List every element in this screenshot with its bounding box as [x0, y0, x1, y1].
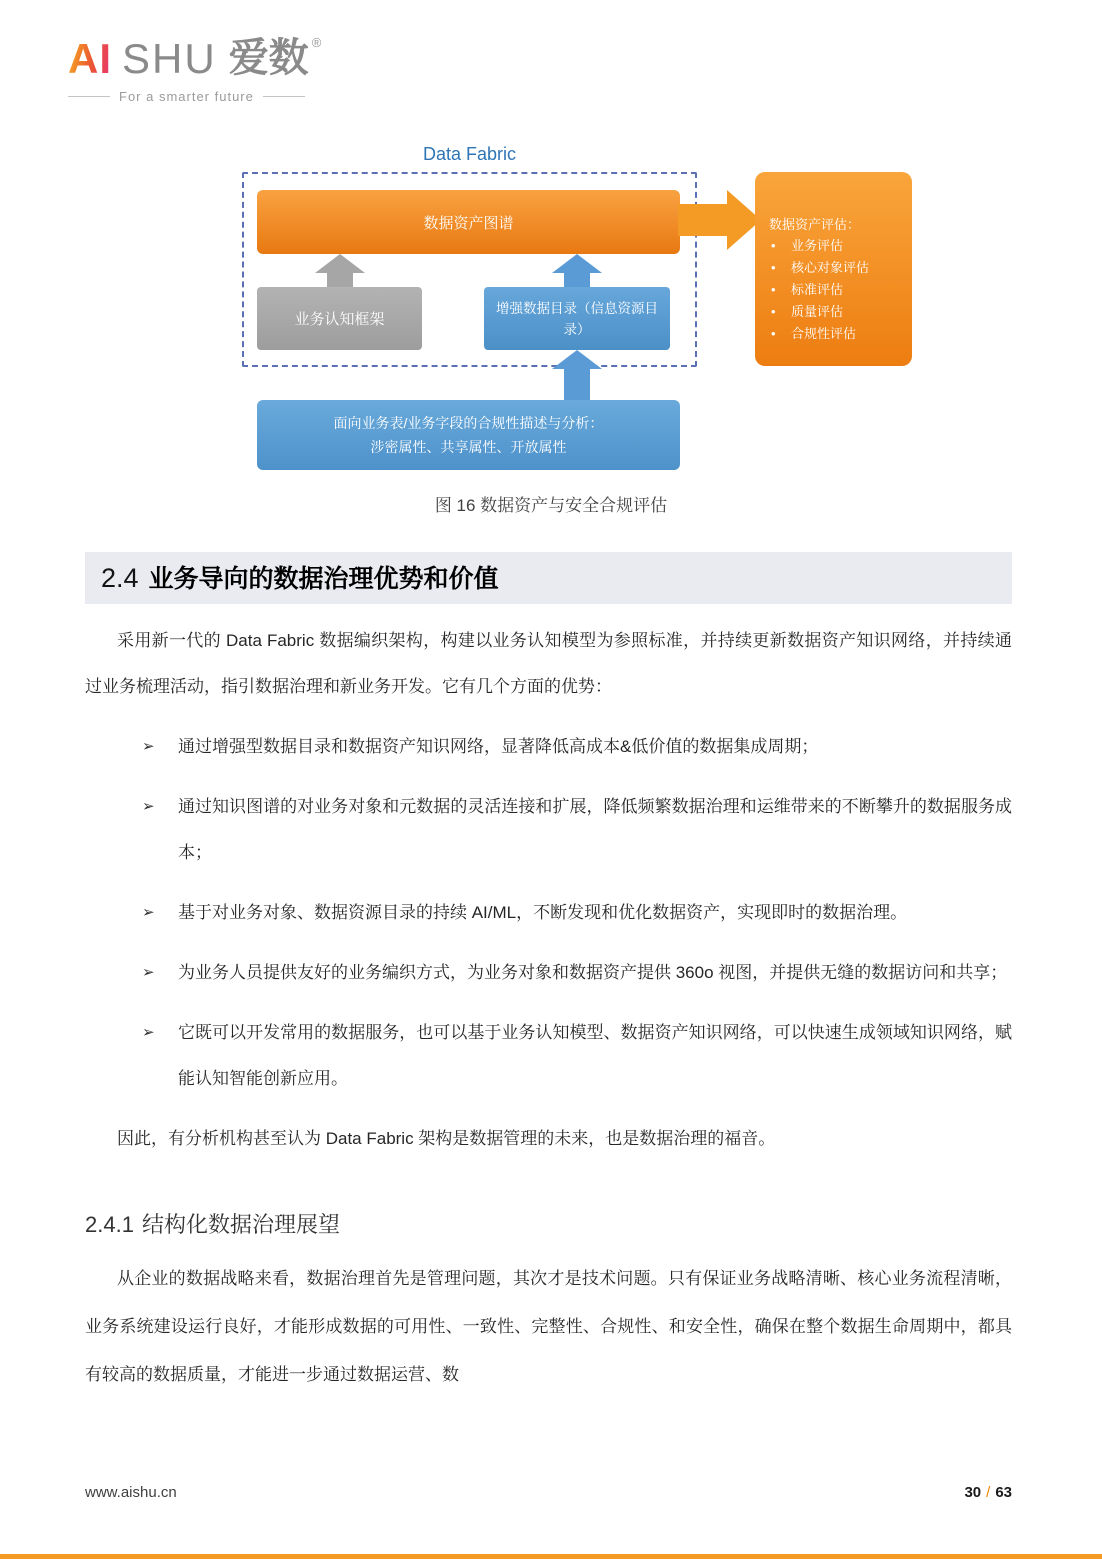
bullet-dot-icon: • [771, 260, 776, 275]
arrow-bullet-icon: ➢ [142, 904, 155, 921]
list-item [85, 890, 1012, 936]
bullet-dot-icon: • [771, 282, 776, 297]
gray-up-arrow [327, 272, 353, 288]
section-heading [85, 552, 1012, 604]
assessment-item [769, 235, 902, 257]
arrow-bullet-icon: ➢ [142, 798, 155, 815]
assessment-item-label: 标准评估 [791, 282, 844, 297]
data-fabric-diagram [0, 0, 1102, 530]
asset-graph-box: 数据资产图谱 [257, 190, 680, 254]
enhanced-catalog-box: 增强数据目录（信息资源目录） [484, 287, 670, 350]
assessment-item-label: 质量评估 [791, 304, 844, 319]
list-item-text: 它既可以开发常用的数据服务，也可以基于业务认知模型、数据资产知识网络，可以快速生成领域知识网络，赋能认知智能创新应用。 [178, 1023, 1012, 1088]
blue-up-arrow-2-head-icon [552, 350, 602, 369]
bullet-dot-icon: • [771, 238, 776, 253]
subsection-number: 2.4.1 [85, 1212, 134, 1237]
assessment-item [769, 301, 902, 323]
assessment-item-label: 合规性评估 [791, 326, 857, 341]
advantage-list [85, 724, 1012, 1102]
bullet-dot-icon: • [771, 304, 776, 319]
business-framework-box: 业务认知框架 [257, 287, 422, 350]
gray-up-arrow-head-icon [315, 254, 365, 273]
arrow-bullet-icon: ➢ [142, 738, 155, 755]
logo-shu-text: SHU [122, 35, 217, 82]
page-footer [85, 1484, 1012, 1501]
assessment-item [769, 323, 902, 345]
compliance-box [257, 400, 680, 470]
list-item-text: 基于对业务对象、数据资源目录的持续 AI/ML，不断发现和优化数据资产，实现即时的数据治理。 [178, 903, 908, 922]
list-item [85, 784, 1012, 876]
page-content [85, 552, 1012, 1399]
tagline-text: For a smarter future [119, 89, 254, 104]
diagram-title: Data Fabric [422, 144, 517, 164]
list-item-text: 通过增强型数据目录和数据资产知识网络，显著降低高成本&低价值的数据集成周期； [178, 737, 819, 756]
subsection-title: 结构化数据治理展望 [141, 1212, 340, 1237]
bottom-accent-bar [0, 1554, 1102, 1559]
assessment-item-label: 业务评估 [791, 238, 844, 253]
intro-paragraph: 采用新一代的 Data Fabric 数据编织架构，构建以业务认知模型为参照标准，并持续更新数据资产知识网络，并持续通过业务梳理活动，指引数据治理和新业务开发。它有几个方面的优势： [85, 631, 1012, 696]
assessment-item [769, 257, 902, 279]
page-separator: / [986, 1484, 991, 1501]
subsection-heading [85, 1208, 1012, 1239]
section-number: 2.4 [101, 563, 139, 593]
blue-up-arrow-1 [564, 272, 590, 288]
assessment-title: 数据资产评估： [769, 217, 861, 232]
subsection-paragraph: 从企业的数据战略来看，数据治理首先是管理问题，其次才是技术问题。只有保证业务战略清晰、核心业务流程清晰，业务系统建设运行良好，才能形成数据的可用性、一致性、完整性、合规性、和安全性，确保在整个数据生命周期中，都具有较高的数据质量，才能进一步通过数据运营、数 [85, 1269, 1012, 1384]
figure-caption: 图 16 数据资产与安全合规评估 [434, 496, 668, 515]
list-item-text: 通过知识图谱的对业务对象和元数据的灵活连接和扩展，降低频繁数据治理和运维带来的不断攀升的数据服务成本； [178, 797, 1012, 862]
registered-mark-icon: ® [311, 35, 322, 50]
bullet-dot-icon: • [771, 326, 776, 341]
list-item [85, 1010, 1012, 1102]
compliance-line2: 涉密属性、共享属性、开放属性 [370, 439, 567, 455]
blue-up-arrow-1-head-icon [552, 254, 602, 273]
page-number [964, 1484, 1012, 1501]
list-item [85, 724, 1012, 770]
list-item [85, 950, 1012, 996]
arrow-bullet-icon: ➢ [142, 1024, 155, 1041]
assessment-box [755, 172, 912, 366]
assessment-item [769, 279, 902, 301]
assessment-list [769, 235, 902, 345]
blue-up-arrow-2 [564, 368, 590, 400]
logo-ai-text: AI [68, 35, 112, 82]
orange-right-arrow [678, 204, 728, 236]
logo-cn-text: 爱数 [228, 36, 309, 80]
compliance-line1: 面向业务表/业务字段的合规性描述与分析： [333, 415, 604, 431]
conclusion-paragraph: 因此，有分析机构甚至认为 Data Fabric 架构是数据管理的未来，也是数据治理的福音。 [117, 1129, 776, 1148]
section-title: 业务导向的数据治理优势和价值 [148, 565, 499, 593]
total-pages: 63 [995, 1484, 1012, 1501]
current-page: 30 [964, 1484, 982, 1501]
arrow-bullet-icon: ➢ [142, 964, 155, 981]
website-link[interactable]: www.aishu.cn [85, 1484, 177, 1501]
assessment-item-label: 核心对象评估 [791, 260, 870, 275]
list-item-text: 为业务人员提供友好的业务编织方式，为业务对象和数据资产提供 360o 视图，并提供无缝的数据访问和共享； [178, 963, 1008, 982]
